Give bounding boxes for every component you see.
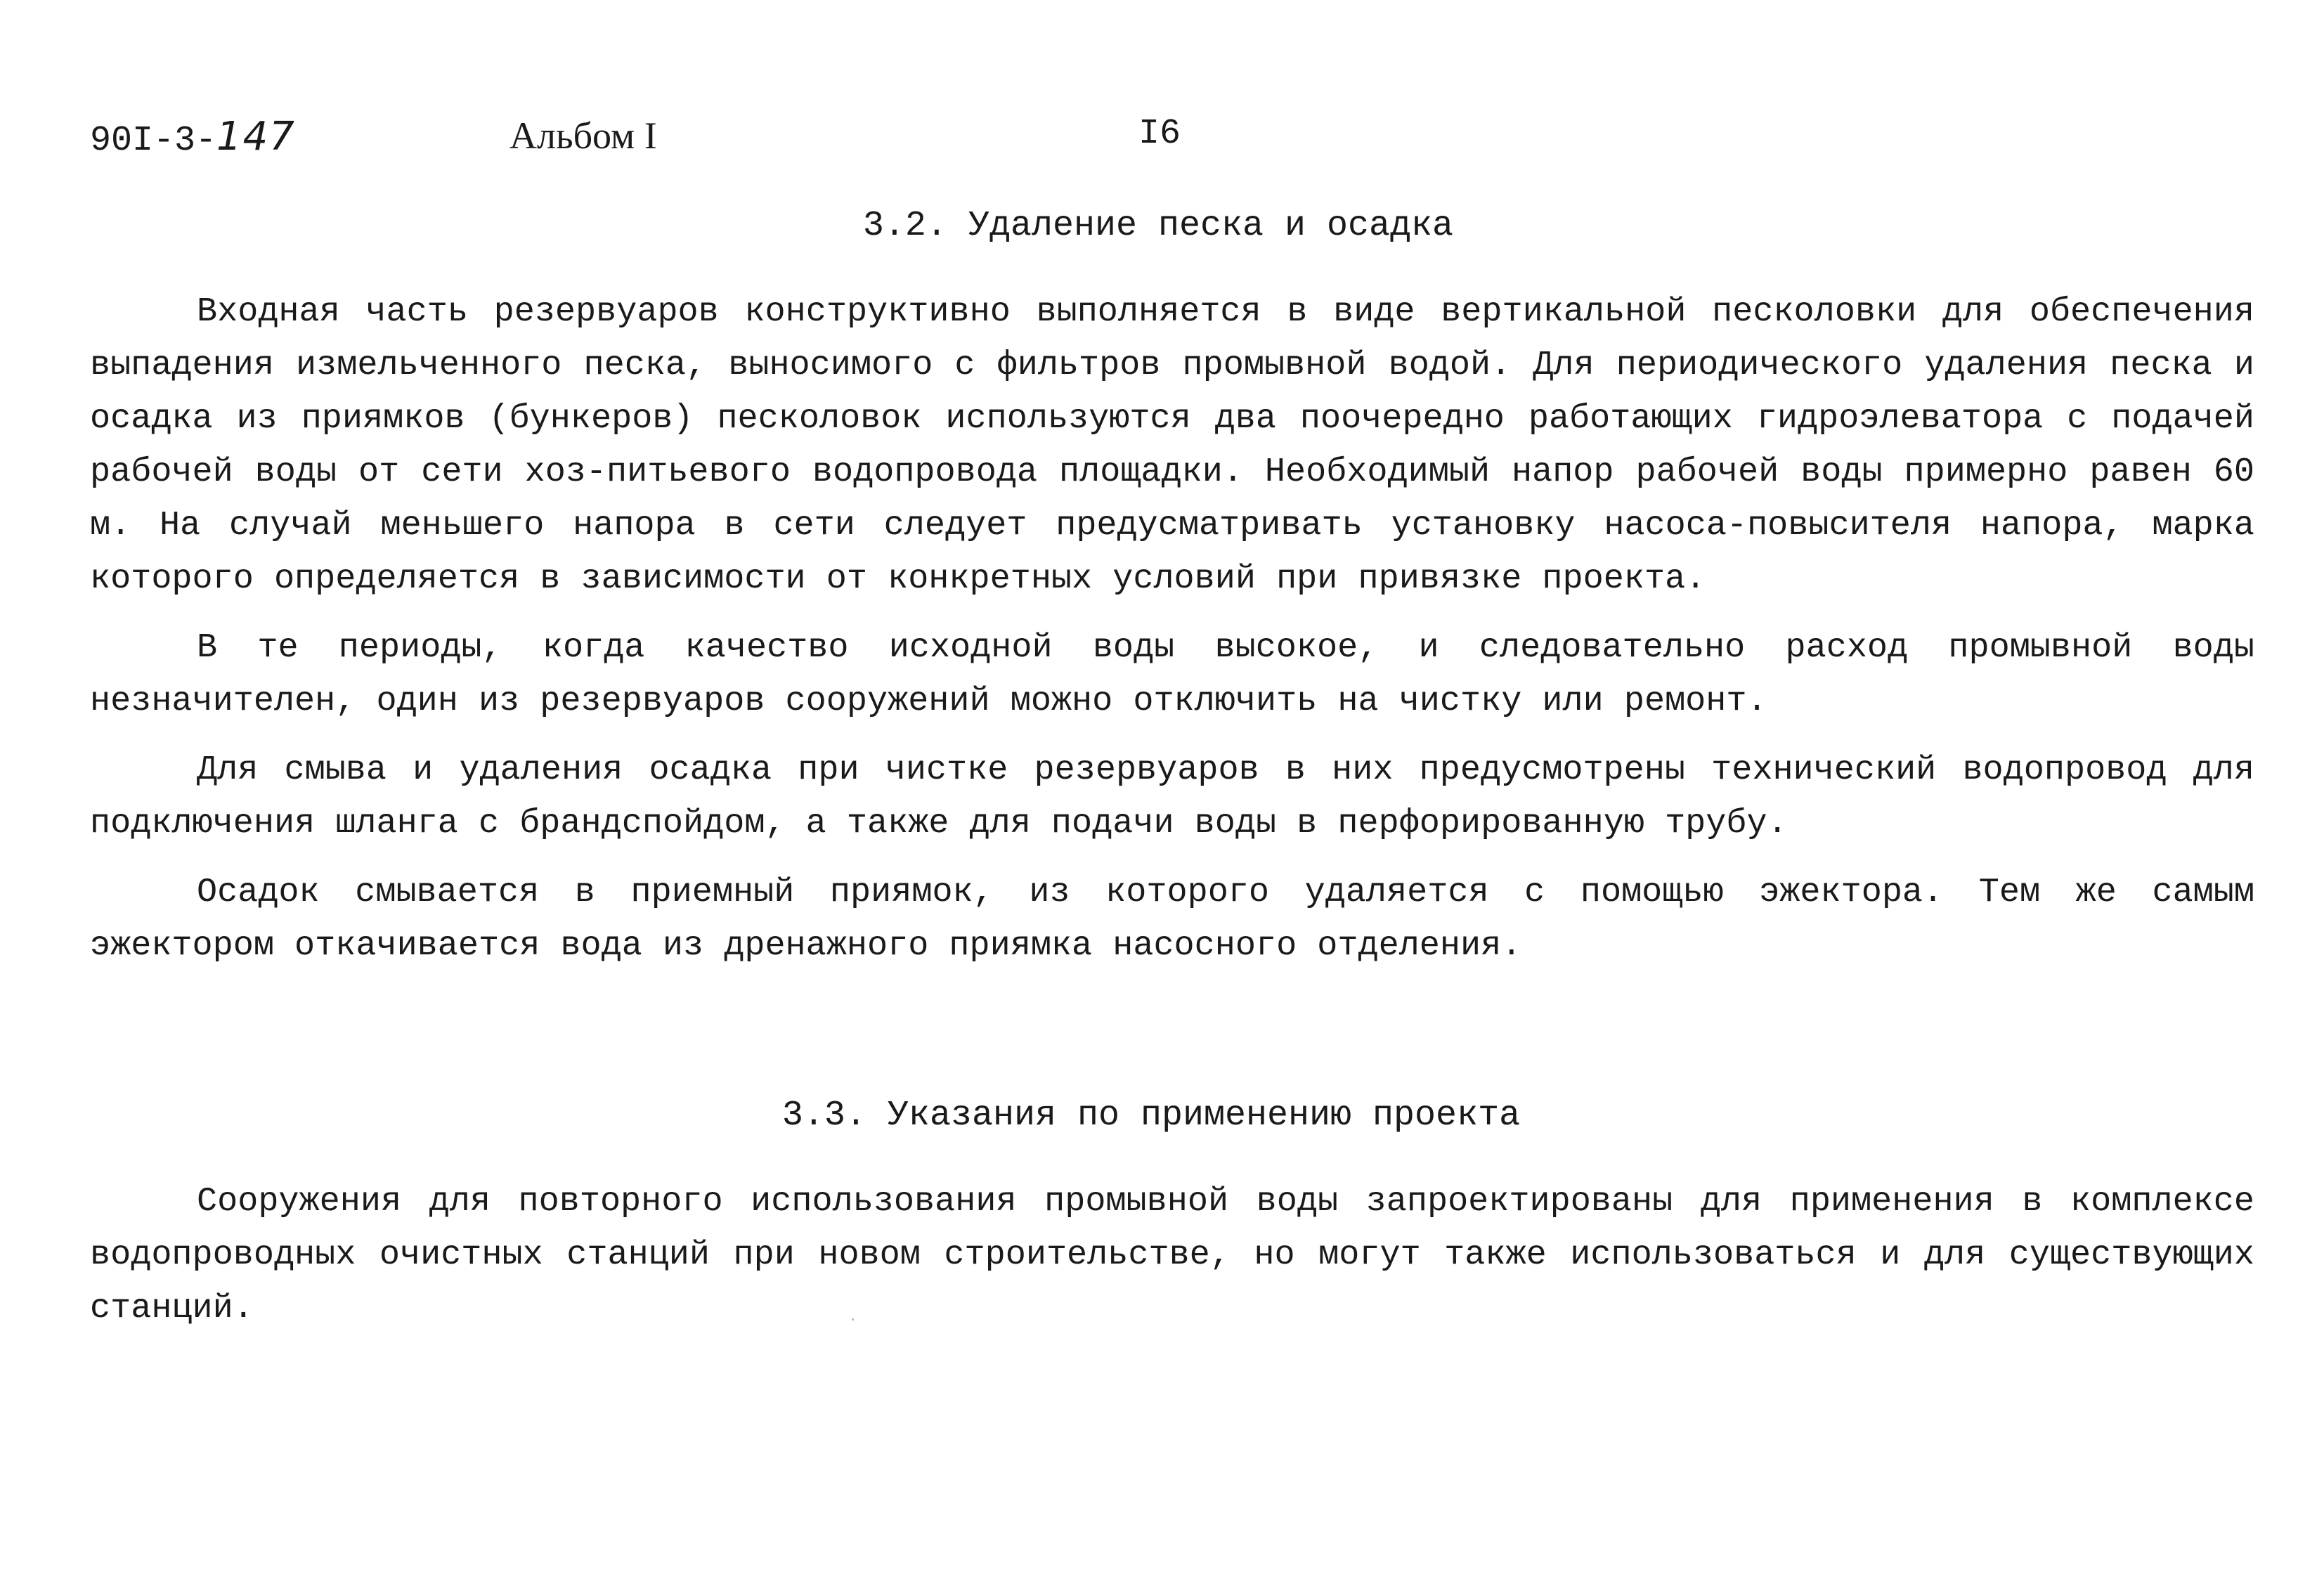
- section-project-application: [90, 1088, 2254, 1335]
- scan-artifact: [852, 1318, 854, 1320]
- document-code-prefix: 90I-3-: [90, 121, 217, 161]
- paragraph: Для смыва и удаления осадка при чистке резервуаров в них предусмотрены технический водопровод для подключения шланга с брандспойдом, а также для подачи воды в перфорированную трубу.: [90, 751, 2254, 843]
- page-header: [0, 114, 2324, 163]
- page-number: I6: [1138, 114, 1181, 154]
- section-heading: 3.2. Удаление песка и осадка: [862, 206, 1454, 246]
- document-code: [90, 114, 296, 161]
- album-label: Альбом I: [509, 115, 657, 157]
- paragraph: В те периоды, когда качество исходной воды высокое, и следовательно расход промывной воды незначителен, один из резервуаров сооружений можно отключить на чистку или ремонт.: [90, 628, 2254, 720]
- section-heading: 3.3. Указания по применению проекта: [781, 1096, 1521, 1136]
- paragraph: Осадок смывается в приемный приямок, из которого удаляется с помощью эжектора. Тем же самым эжектором откачивается вода из дренажного приямка насосного отделения.: [90, 873, 2254, 965]
- section-sand-removal: [90, 198, 2254, 973]
- document-code-handwritten: 147: [216, 114, 296, 160]
- paragraph: Входная часть резервуаров конструктивно выполняется в виде вертикальной песколовки для обеспечения выпадения измельченного песка, выносимого с фильтров промывной водой. Для периодического удаления песка и осадка из приямков (бункеров) песколовок используются два поочередно работающих гидроэлеватора с подачей рабочей воды от сети хоз-питьевого водопровода площадки. Необходимый напор рабочей воды примерно равен 60 м. На случай меньшего напора в сети следует предусматривать установку насоса-повысителя напора, марка которого определяется в зависимости от конкретных условий при привязке проекта.: [90, 292, 2254, 598]
- paragraph: Сооружения для повторного использования промывной воды запроектированы для применения в комплексе водопроводных очистных станций при новом строительстве, но могут также использоваться и для существующих станций.: [90, 1182, 2254, 1328]
